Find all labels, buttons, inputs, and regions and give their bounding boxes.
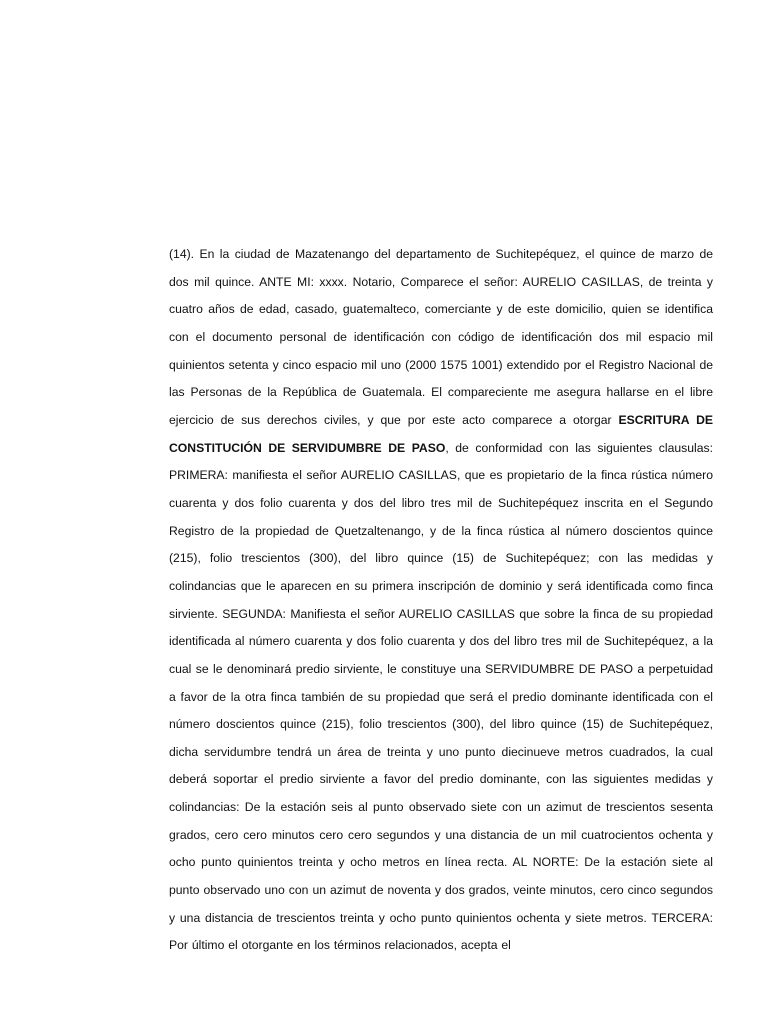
deed-text-clauses: , de conformidad con las siguientes clausulas: PRIMERA: manifiesta el señor AURELIO CASILLAS, que es propietario de la finca rústica número cuarenta y dos folio cuarenta y dos del libro tres mil de Suchitepéquez inscrita en el Segundo Registro de la propiedad de Quetzaltenango, y de la finca rústica al número doscientos quince (215), folio trescientos (300), del libro quince (15) de Suchitepéquez; con las medidas y colindancias que le aparecen en su primera inscripción de dominio y será identificada como finca sirviente. SEGUNDA: Manifiesta el señor AURELIO CASILLAS que sobre la finca de su propiedad identificada al número cuarenta y dos folio cuarenta y dos del libro tres mil de Suchitepéquez, a la cual se le denominará predio sirviente, le constituye una SERVIDUMBRE DE PASO a perpetuidad a favor de la otra finca también de su propiedad que será el predio dominante identificada con el número doscientos quince (215), folio trescientos (300), del libro quince (15) de Suchitepéquez, dicha servidumbre tendrá un área de treinta y uno punto diecinueve metros cuadrados, la cual deberá soportar el predio sirviente a favor del predio dominante, con las siguientes medidas y colindancias: De la estación seis al punto observado siete con un azimut de trescientos sesenta grados, cero cero minutos cero cero segundos y una distancia de un mil cuatrocientos ochenta y ocho punto quinientos treinta y ocho metros en línea recta. AL NORTE: De la estación siete al punto observado uno con un azimut de noventa y dos grados, veinte minutos, cero cinco segundos y una distancia de trescientos treinta y ocho punto quinientos ochenta y siete metros. TERCERA: Por último el otorgante en los términos relacionados, acepta el xyxy=(169,440,713,953)
deed-body-text xyxy=(169,241,713,960)
deed-title-bold: ESCRITURA DE CONSTITUCIÓN DE SERVIDUMBRE DE PASO xyxy=(169,412,713,455)
deed-text-intro: (14). En la ciudad de Mazatenango del departamento de Suchitepéquez, el quince de marzo de dos mil quince. ANTE MI: xxxx. Notario, Comparece el señor: AURELIO CASILLAS, de treinta y cuatro años de edad, casado, guatemalteco, comerciante y de este domicilio, quien se identifica con el documento personal de identificación con código de identificación dos mil espacio mil quinientos setenta y cinco espacio mil uno (2000 1575 1001) extendido por el Registro Nacional de las Personas de la República de Guatemala. El compareciente me asegura hallarse en el libre ejercicio de sus derechos civiles, y que por este acto comparece a otorgar xyxy=(169,247,713,427)
